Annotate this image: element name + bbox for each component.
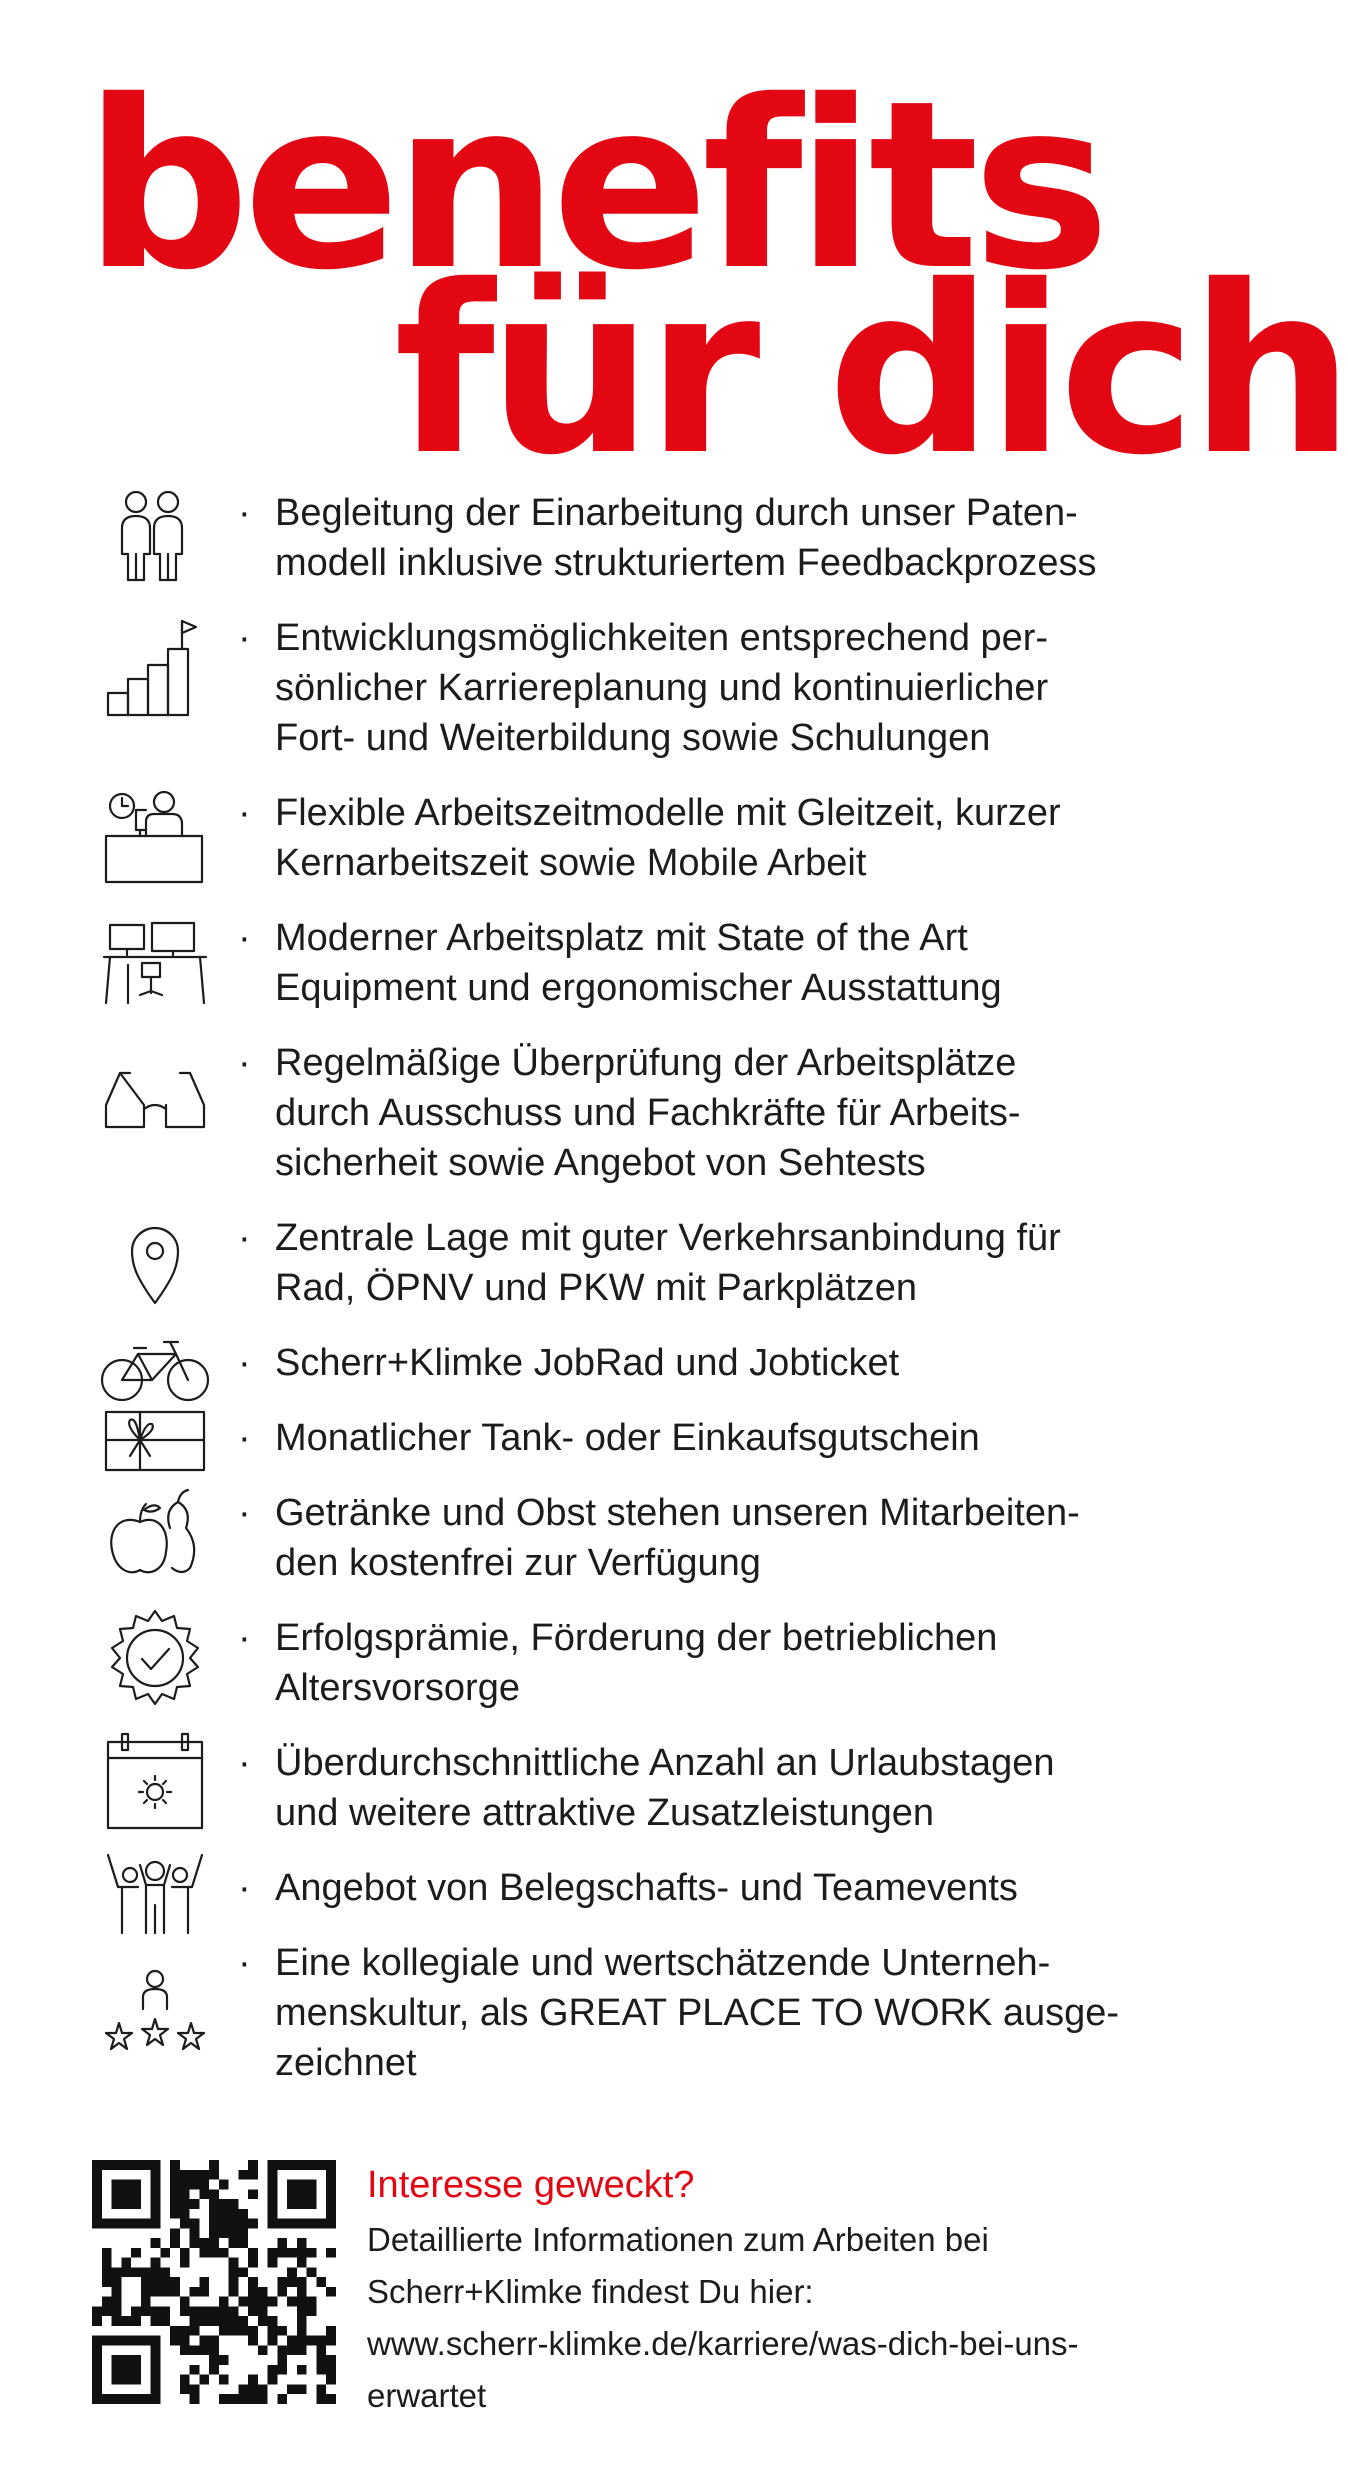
interest-text: Detaillierte Informationen zum Arbeiten bei Scherr+Klimke findest Du hier: www.scherr-klimke.de/karriere/was-dich-bei-uns- erwartet — [367, 2221, 1079, 2414]
person-three-stars-icon — [100, 1963, 210, 2073]
fruit-icon — [100, 1480, 210, 1590]
benefit-central-location — [0, 1213, 1240, 1323]
benefit-career-development — [0, 613, 1240, 759]
hero-title-line-1: benefits — [84, 51, 1104, 321]
hero-title-line-2: für dich — [394, 236, 1348, 506]
benefit-mentoring — [0, 488, 1240, 598]
bullet: · — [238, 492, 251, 534]
benefit-bonus-pension — [0, 1613, 1240, 1723]
bullet: · — [238, 617, 251, 659]
benefit-text: Flexible Arbeitszeitmodelle mit Gleitzeit, kurzer Kernarbeitszeit sowie Mobile Arbeit — [275, 792, 1061, 884]
benefit-text: Monatlicher Tank- oder Einkaufsgutschein — [275, 1417, 980, 1459]
qr-code-icon[interactable] — [92, 2160, 336, 2404]
bullet: · — [238, 1492, 251, 1534]
interest-title: Interesse geweckt? — [367, 2164, 695, 2206]
bullet: · — [238, 917, 251, 959]
hero-title — [0, 0, 1348, 506]
benefit-text: Getränke und Obst stehen unseren Mitarbeiten- den kostenfrei zur Verfügung — [275, 1492, 1080, 1584]
bullet: · — [238, 1742, 251, 1784]
career-stairs-flag-icon — [100, 613, 210, 723]
bullet: · — [238, 1417, 251, 1459]
bullet: · — [238, 1617, 251, 1659]
benefit-text: Erfolgsprämie, Förderung der betrieblichen Altersvorsorge — [275, 1617, 998, 1709]
benefit-text: Angebot von Belegschafts- und Teamevents — [275, 1867, 1018, 1909]
benefit-text: Begleitung der Einarbeitung durch unser Paten- modell inklusive strukturiertem Feedbackprozess — [275, 492, 1097, 584]
flexible-worktime-desk-icon — [100, 780, 210, 890]
workstation-icon — [100, 905, 210, 1015]
benefit-text: Eine kollegiale und wertschätzende Unterneh- menskultur, als GREAT PLACE TO WORK ausge- zeichnet — [275, 1942, 1120, 2084]
glasses-icon — [100, 1043, 210, 1153]
benefit-workplace-safety — [0, 1038, 1240, 1184]
award-seal-check-icon — [100, 1605, 210, 1715]
bullet: · — [238, 792, 251, 834]
benefit-drinks-fruit — [0, 1488, 1240, 1598]
benefit-text: Regelmäßige Überprüfung der Arbeitsplätze durch Ausschuss und Fachkräfte für Arbeits- sicherheit sowie Angebot von Sehtests — [275, 1042, 1021, 1184]
mentor-pair-icon — [100, 484, 210, 594]
bullet: · — [238, 1942, 251, 1984]
bullet: · — [238, 1342, 251, 1384]
benefit-text: Zentrale Lage mit guter Verkehrsanbindung für Rad, ÖPNV und PKW mit Parkplätzen — [275, 1217, 1061, 1309]
benefit-modern-workplace — [0, 913, 1240, 1023]
benefit-text: Moderner Arbeitsplatz mit State of the Art Equipment und ergonomischer Ausstattung — [275, 917, 1002, 1009]
benefit-flexible-working — [0, 788, 1240, 898]
calendar-sun-icon — [100, 1726, 210, 1836]
benefit-company-culture — [0, 1938, 1240, 2084]
benefit-text: Scherr+Klimke JobRad und Jobticket — [275, 1342, 900, 1384]
team-celebration-icon — [100, 1835, 210, 1945]
location-pin-icon — [100, 1205, 210, 1315]
bullet: · — [238, 1042, 251, 1084]
benefit-text: Entwicklungsmöglichkeiten entsprechend per- sönlicher Karriereplanung und kontinuierlicher Fort- und Weiterbildung sowie Schulungen — [275, 617, 1049, 759]
benefit-text: Überdurchschnittliche Anzahl an Urlaubstagen und weitere attraktive Zusatzleistungen — [275, 1742, 1055, 1834]
bullet: · — [238, 1217, 251, 1259]
bullet: · — [238, 1867, 251, 1909]
benefit-vacation — [0, 1738, 1240, 1848]
footer-info — [0, 2160, 1240, 2420]
